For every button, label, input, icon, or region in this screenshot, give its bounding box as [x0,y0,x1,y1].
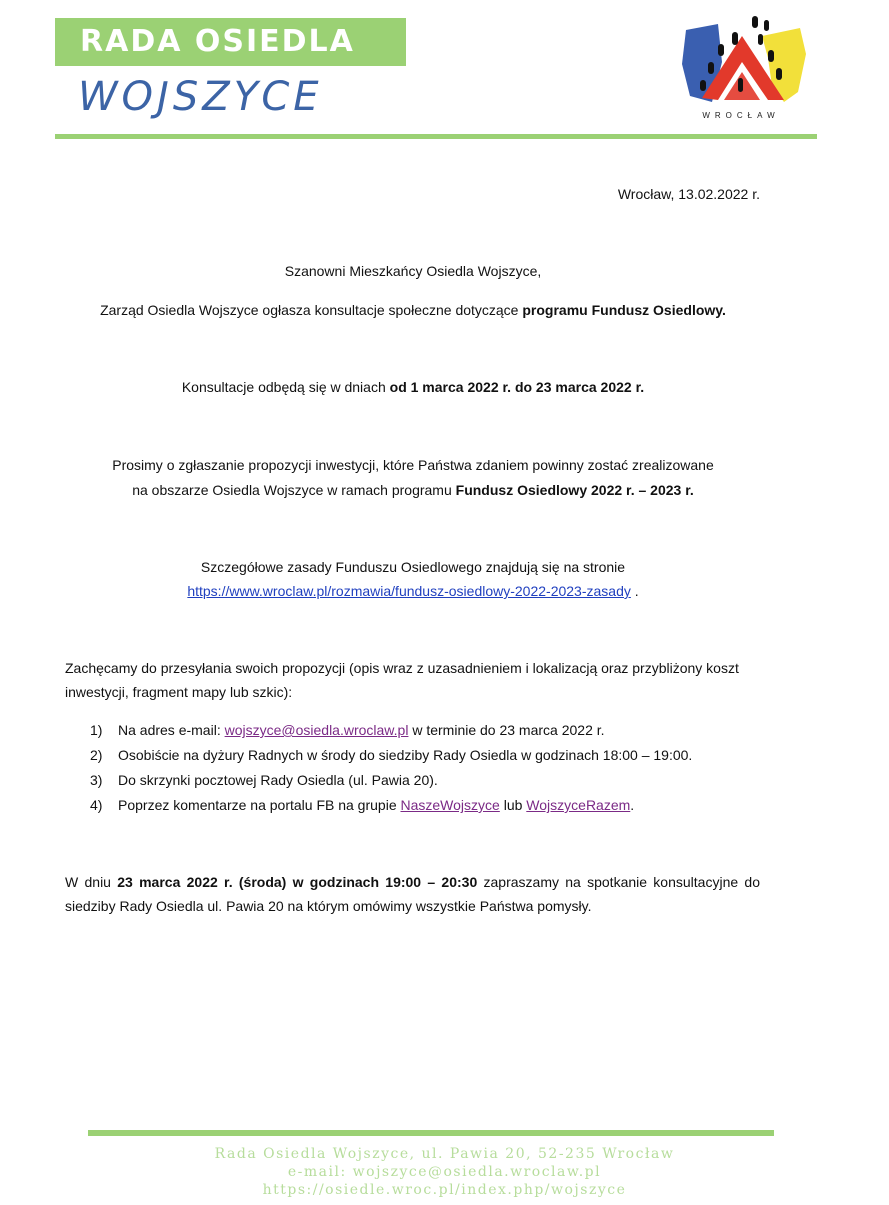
request-line-2 [60,478,766,502]
meeting-text: W dniu [65,874,118,890]
footer-email: e-mail: wojszyce@osiedla.wroclaw.pl [287,1164,602,1180]
list-text: Do skrzynki pocztowej Rady Osiedla (ul. Pawia 20). [118,772,438,788]
fb-group-link-razem[interactable]: WojszyceRazem [526,797,631,813]
meeting-text: zapraszamy na spotkanie konsultacyjne do siedziby Rady Osiedla ul. Pawia 20 na którym omówimy wszystkie Państwa pomysły. [65,874,760,914]
list-number: 1) [90,722,103,738]
list-number: 3) [90,772,103,788]
letter-date: Wrocław, 13.02.2022 r. [617,186,760,202]
list-text: lub [499,797,527,813]
header-divider [55,134,817,139]
list-text: w terminie do 23 marca 2022 r. [408,722,605,738]
list-item [90,743,692,768]
footer-divider [88,1130,774,1136]
rules-text: Szczegółowe zasady Funduszu Osiedlowego znajdują się na stronie [200,559,626,575]
submission-methods-list [90,718,692,818]
request-bold: Fundusz Osiedlowy 2022 r. – 2023 r. [455,482,694,498]
header-title: RADA OSIEDLA [80,24,355,59]
dates-bold: od 1 marca 2022 r. do 23 marca 2022 r. [389,379,645,395]
list-item [90,793,692,818]
rules-suffix: . [630,583,639,599]
logo-caption: WROCŁAW [702,111,780,120]
announcement [60,298,766,322]
email-link[interactable]: wojszyce@osiedla.wroclaw.pl [224,722,409,738]
list-text: . [630,797,635,813]
footer-address: Rada Osiedla Wojszyce, ul. Pawia 20, 52-235 Wrocław [214,1146,675,1162]
rules-link[interactable]: https://www.wroclaw.pl/rozmawia/fundusz-osiedlowy-2022-2023-zasady [187,583,631,599]
list-item [90,768,692,793]
header-subtitle: WOJSZYCE [78,74,323,120]
request-text: na obszarze Osiedla Wojszyce w ramach programu [132,482,456,498]
list-number: 2) [90,747,103,763]
consultation-dates [60,375,766,399]
announcement-text: Zarząd Osiedla Wojszyce ogłasza konsultacje społeczne dotyczące [100,302,523,318]
rules-link-line [60,579,766,603]
list-text: Osobiście na dyżury Radnych w środy do siedziby Rady Osiedla w godzinach 18:00 – 19:00. [118,747,693,763]
announcement-bold: programu Fundusz Osiedlowy. [522,302,726,318]
dates-text: Konsultacje odbędą się w dniach [181,379,390,395]
greeting: Szanowni Mieszkańcy Osiedla Wojszyce, [284,263,542,279]
footer-website: https://osiedle.wroc.pl/index.php/wojszyce [262,1182,627,1198]
invite-paragraph: Zachęcamy do przesyłania swoich propozycji (opis wraz z uzasadnieniem i lokalizacją oraz przybliżony koszt inwestycji, fragment mapy lub szkic): [65,660,739,700]
list-item [90,718,692,743]
list-text: Poprzez komentarze na portalu FB na grupie [118,797,401,813]
wroclaw-city-logo-icon [672,14,810,124]
meeting-paragraph [65,870,760,918]
list-text: Na adres e-mail: [118,722,225,738]
list-number: 4) [90,797,103,813]
fb-group-link-nasze[interactable]: NaszeWojszyce [400,797,500,813]
request-line-1: Prosimy o zgłaszanie propozycji inwestycji, które Państwa zdaniem powinny zostać zrealizowane [112,457,714,473]
meeting-bold: 23 marca 2022 r. (środa) w godzinach 19:00 – 20:30 [117,874,478,890]
